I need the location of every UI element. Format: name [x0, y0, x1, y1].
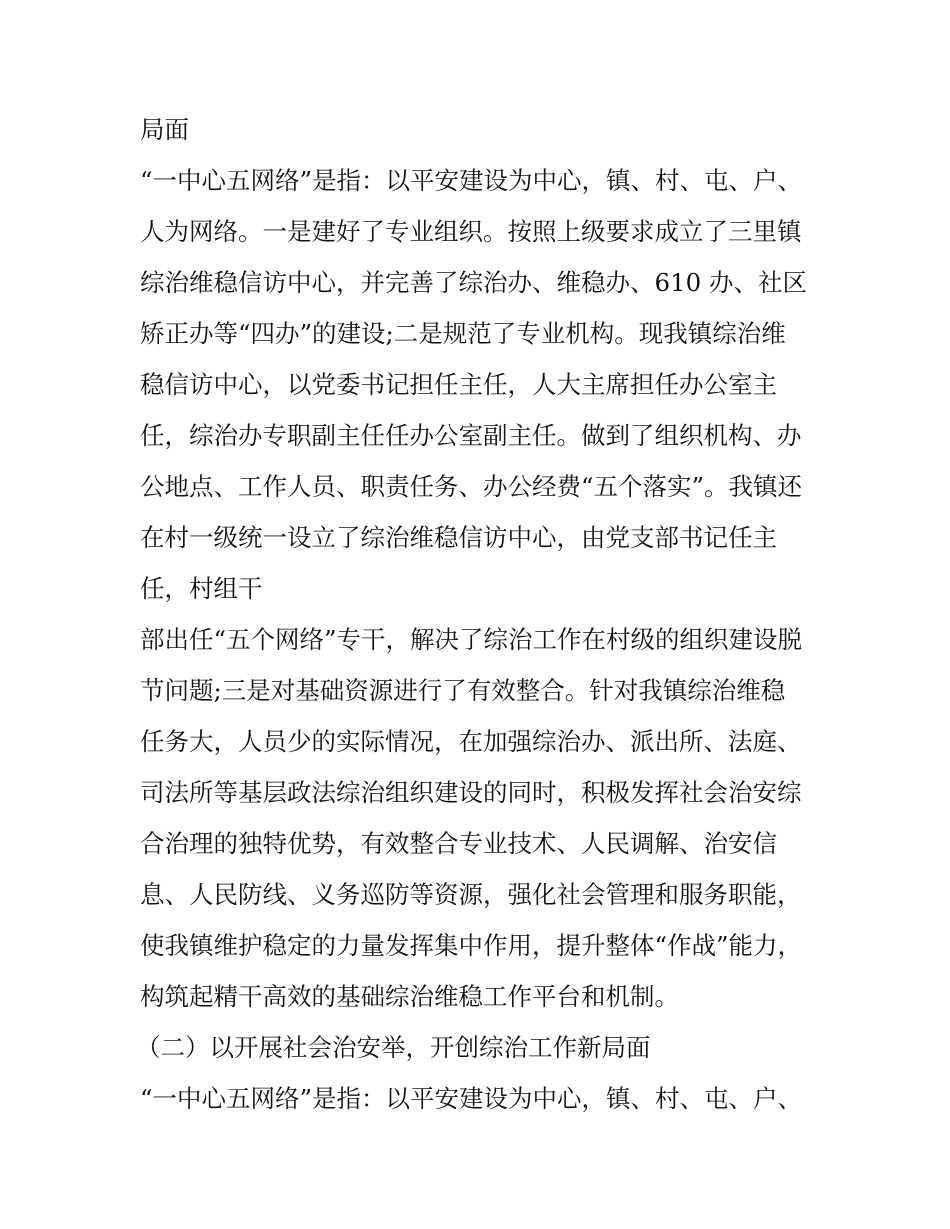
paragraph-line: 任，综治办专职副主任任办公室副主任。做到了组织机构、办 [140, 421, 802, 450]
paragraph-line: 稳信访中心，以党委书记担任主任，人大主席担任办公室主 [140, 370, 777, 399]
document-body [136, 104, 820, 1124]
paragraph-line: 矫正办等“四办”的建设;二是规范了专业机构。现我镇综治维 [140, 319, 786, 348]
paragraph-line: 息、人民防线、义务巡防等资源，强化社会管理和服务职能， [140, 880, 802, 909]
paragraph-line: 任务大，人员少的实际情况，在加强综治办、派出所、法庭、 [140, 727, 802, 756]
section-heading: （二）以开展社会治安举，开创综治工作新局面 [136, 1033, 651, 1062]
paragraph-line: 节问题;三是对基础资源进行了有效整合。针对我镇综治维稳 [140, 676, 786, 705]
paragraph-line: “一中心五网络”是指：以平安建设为中心，镇、村、屯、户、 [140, 1084, 803, 1113]
paragraph-line: 使我镇维护稳定的力量发挥集中作用，提升整体“作战”能力， [140, 931, 803, 960]
paragraph-line: 任，村组干 [140, 574, 263, 603]
paragraph-line: “一中心五网络”是指：以平安建设为中心，镇、村、屯、户、 [140, 166, 803, 195]
paragraph-line: 构筑起精干高效的基础综治维稳工作平台和机制。 [140, 982, 679, 1011]
paragraph-line: 部出任“五个网络”专干，解决了综治工作在村级的组织建设脱 [140, 625, 803, 654]
paragraph-line: 司法所等基层政法综治组织建设的同时，积极发挥社会治安综 [140, 778, 802, 807]
paragraph-line: 合治理的独特优势，有效整合专业技术、人民调解、治安信 [140, 829, 777, 858]
paragraph-line: 在村一级统一设立了综治维稳信访中心，由党支部书记任主 [140, 523, 777, 552]
paragraph-line: 综治维稳信访中心，并完善了综治办、维稳办、610 办、社区 [140, 268, 808, 297]
paragraph-line: 人为网络。一是建好了专业组织。按照上级要求成立了三里镇 [140, 217, 802, 246]
paragraph-line: 局面 [140, 115, 189, 144]
paragraph-line: 公地点、工作人员、职责任务、办公经费“五个落实”。我镇还 [140, 472, 803, 501]
